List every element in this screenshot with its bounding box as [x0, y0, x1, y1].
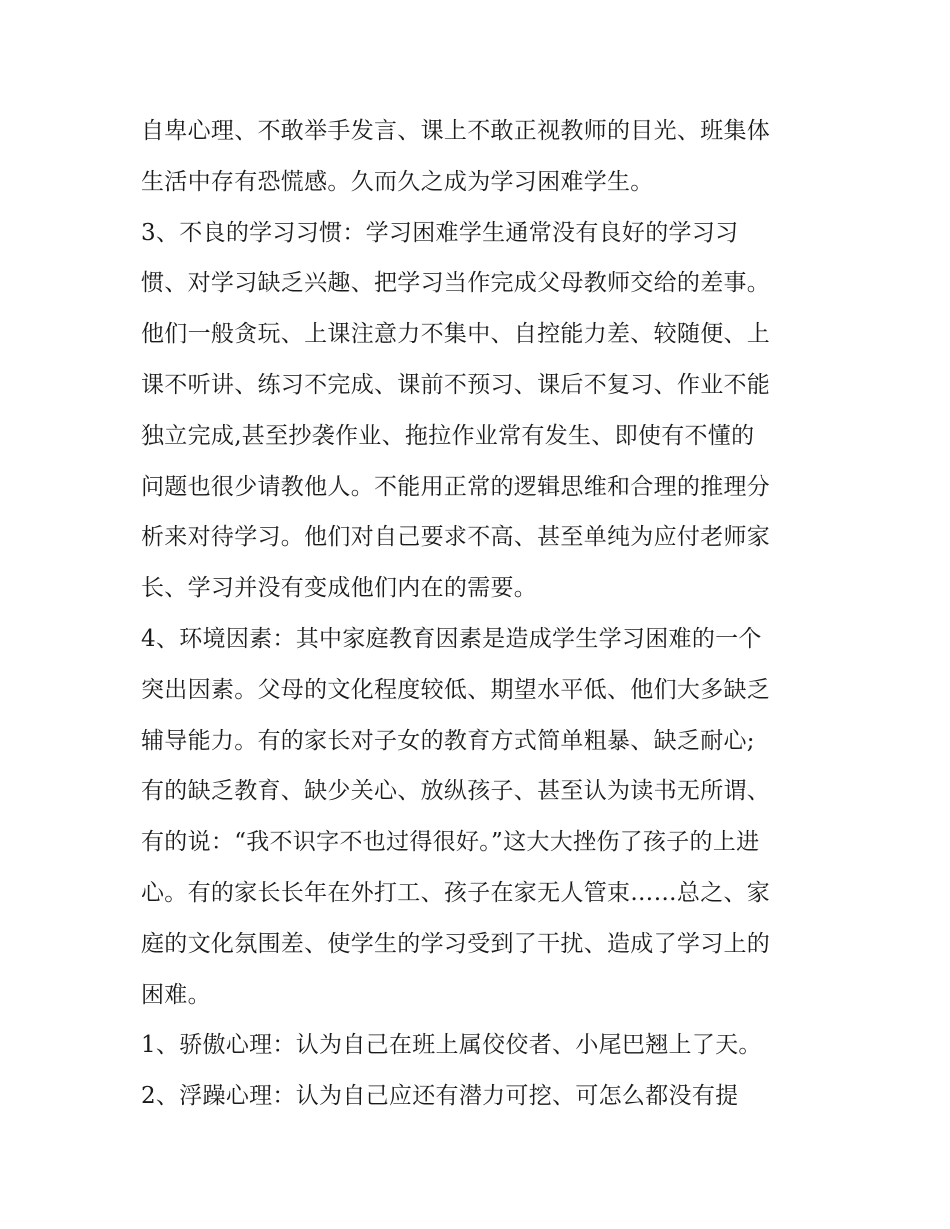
body-text: [141, 106, 821, 1122]
text-line: 有的说：“我不识字不也过得很好。”这大大挫伤了孩子的上进: [141, 829, 760, 856]
text-line: 析来对待学习。他们对自己要求不高、甚至单纯为应付老师家: [141, 524, 771, 551]
text-line: 2、浮躁心理：认为自己应还有潜力可挖、可怎么都没有提: [141, 1083, 739, 1110]
text-line: 他们一般贪玩、上课注意力不集中、自控能力差、较随便、上: [141, 321, 771, 348]
text-line: 心。有的家长长年在外打工、孩子在家无人管束……总之、家: [141, 879, 771, 906]
text-line: 有的缺乏教育、缺少关心、放纵孩子、甚至认为读书无所谓、: [141, 778, 771, 805]
text-line: 困难。: [141, 981, 211, 1008]
text-line: 独立完成,甚至抄袭作业、拖拉作业常有发生、即使有不懂的: [141, 422, 755, 449]
text-line: 3、不良的学习习惯：学习困难学生通常没有良好的学习习: [141, 219, 739, 246]
text-line: 1、骄傲心理：认为自己在班上属佼佼者、小尾巴翘上了天。: [141, 1032, 762, 1059]
text-line: 长、学习并没有变成他们内在的需要。: [141, 575, 538, 602]
text-line: 辅导能力。有的家长对子女的教育方式简单粗暴、缺乏耐心;: [141, 727, 755, 754]
text-line: 庭的文化氛围差、使学生的学习受到了干扰、造成了学习上的: [141, 930, 771, 957]
text-line: 课不听讲、练习不完成、课前不预习、课后不复习、作业不能: [141, 371, 771, 398]
text-line: 自卑心理、不敢举手发言、课上不敢正视教师的目光、班集体: [141, 118, 771, 144]
text-line: 问题也很少请教他人。不能用正常的逻辑思维和合理的推理分: [141, 473, 771, 500]
text-line: 生活中存有恐慌感。久而久之成为学习困难学生。: [141, 168, 654, 195]
text-line: 4、环境因素：其中家庭教育因素是造成学生学习困难的一个: [141, 625, 762, 652]
text-line: 惯、对学习缺乏兴趣、把学习当作完成父母教师交给的差事。: [141, 270, 771, 297]
text-line: 突出因素。父母的文化程度较低、期望水平低、他们大多缺乏: [141, 676, 771, 703]
